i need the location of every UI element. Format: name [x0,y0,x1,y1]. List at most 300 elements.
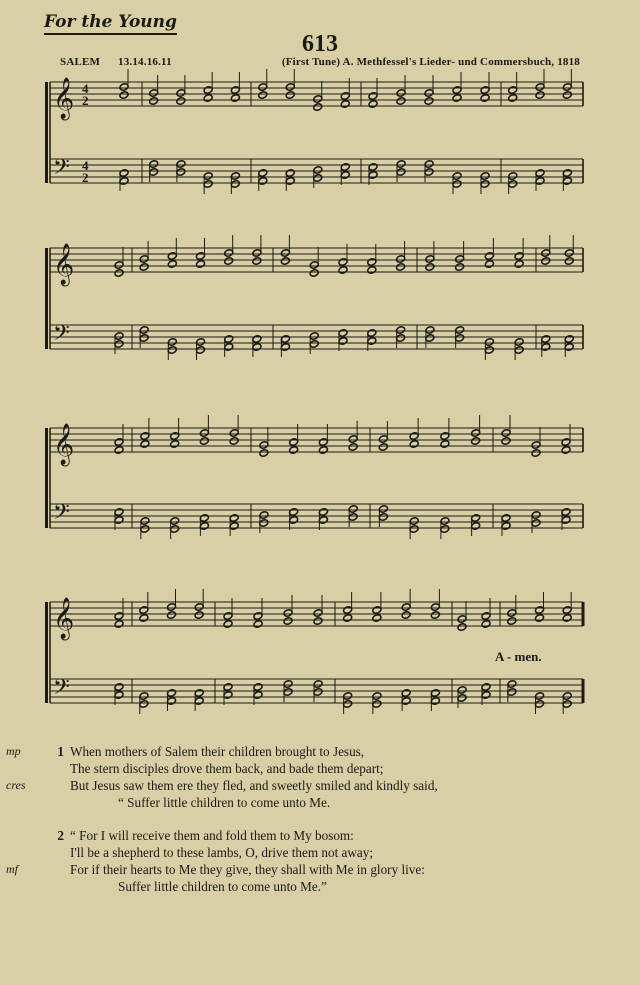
note-head [223,612,233,621]
note-head [252,343,262,352]
note-head [167,697,177,706]
note-head [119,91,129,100]
note-head [167,252,177,261]
note-head [176,89,186,98]
note-head [562,177,572,186]
note-head [313,103,323,112]
note-head [338,337,348,346]
note-head [338,258,348,267]
note-head [338,329,348,338]
note-head [196,260,206,269]
note-head [318,446,328,455]
note-head [140,432,150,441]
note-head [484,338,494,347]
note-head [396,168,406,177]
verse-text: But Jesus saw them ere they fled, and sweetly smiled and kindly said, [70,778,438,793]
note-head [535,83,545,92]
note-head [340,163,350,172]
note-head [114,269,124,278]
tune-name: SALEM [60,56,101,68]
note-head [194,697,204,706]
note-head [430,689,440,698]
note-head [259,449,269,458]
note-head [199,429,209,438]
note-head [480,86,490,95]
note-head [170,525,180,534]
note-head [409,440,419,449]
system-brace [45,428,48,528]
note-head [283,688,293,697]
note-head [114,446,124,455]
note-head [258,91,268,100]
note-head [199,522,209,531]
note-head [368,92,378,101]
note-head [440,517,450,526]
note-head [229,514,239,523]
note-head [457,615,467,624]
verse-text: For if their hearts to Me they give, they shall with Me in glory live: [70,862,425,877]
note-head [396,334,406,343]
note-head [378,435,388,444]
note-head [139,334,149,343]
note-head [140,440,150,449]
note-head [508,180,518,189]
note-head [562,91,572,100]
note-head [170,440,180,449]
note-head [167,603,177,612]
note-head [283,609,293,618]
note-head [561,438,571,447]
note-head [230,180,240,189]
note-head [484,260,494,269]
note-head [167,260,177,269]
note-head [368,163,378,172]
note-head [531,511,541,520]
note-head [167,338,177,347]
note-head [224,335,234,344]
note-head [196,252,206,261]
note-head [367,258,377,267]
note-head [252,335,262,344]
note-head [535,692,545,701]
note-head [139,255,149,264]
dynamic-marking: mf [6,862,18,876]
tune-attribution: (First Tune) A. Methfessel's Lieder- und Commersbuch, 1818 [281,56,580,68]
note-head [508,94,518,103]
note-head [253,691,263,700]
note-head [455,326,465,335]
system-brace [45,82,48,183]
note-head [378,513,388,522]
note-head [194,603,204,612]
note-head [409,432,419,441]
verse-text: “ Suffer little children to come unto Me. [118,795,331,810]
note-head [194,689,204,698]
note-head [259,511,269,520]
note-head [562,606,572,615]
note-head [252,257,262,266]
meter: 13.14.16.11 [118,56,172,68]
system-brace [45,602,48,703]
note-head [425,255,435,264]
note-head [289,508,299,517]
note-head [531,441,541,450]
note-head [561,446,571,455]
note-head [562,692,572,701]
time-signature-numerator: 4 [82,81,89,96]
note-head [396,263,406,272]
note-head [149,89,159,98]
note-head [425,263,435,272]
note-head [176,160,186,169]
note-head [340,171,350,180]
note-head [481,620,491,629]
note-head [562,700,572,709]
note-head [318,438,328,447]
note-head [343,700,353,709]
note-head [309,340,319,349]
verse-line [70,760,610,777]
hymn-verses [6,743,610,895]
note-head [313,95,323,104]
note-head [471,514,481,523]
note-head [114,508,124,517]
note-head [139,263,149,272]
note-head [348,513,358,522]
note-head [119,169,129,178]
note-head [280,249,290,258]
note-head [348,443,358,452]
note-head [480,94,490,103]
note-head [313,680,323,689]
treble-clef-icon: 𝄞 [53,244,75,285]
note-head [140,517,150,526]
hymn-number: 613 [302,31,338,57]
verse-2 [6,827,610,895]
note-head [318,508,328,517]
note-head [424,89,434,98]
note-head [114,340,124,349]
bass-clef-icon: 𝄢 [53,321,70,351]
note-head [480,172,490,181]
note-head [340,92,350,101]
note-head [114,683,124,692]
verse-line [57,827,610,844]
note-head [140,525,150,534]
note-head [455,334,465,343]
note-head [223,620,233,629]
note-head [531,449,541,458]
note-head [224,249,234,258]
note-head [396,89,406,98]
verse-line [70,878,610,895]
note-head [313,166,323,175]
note-head [484,346,494,355]
dynamic-marking: cres [6,778,26,792]
note-head [430,611,440,620]
note-head [223,691,233,700]
note-head [396,255,406,264]
note-head [348,435,358,444]
note-head [562,169,572,178]
note-head [535,169,545,178]
note-head [224,257,234,266]
note-head [455,263,465,272]
note-head [481,683,491,692]
note-head [367,337,377,346]
note-head [514,338,524,347]
note-head [289,446,299,455]
treble-clef-icon: 𝄞 [53,78,75,119]
note-head [372,614,382,623]
note-head [258,83,268,92]
treble-clef-icon: 𝄞 [53,598,75,639]
system-brace [45,248,48,349]
note-head [368,171,378,180]
note-head [425,334,435,343]
note-head [409,525,419,534]
note-head [309,332,319,341]
verse-text: “ For I will receive them and fold them to My bosom: [70,828,354,843]
note-head [253,612,263,621]
verse-line [6,861,610,878]
note-head [285,169,295,178]
note-head [176,168,186,177]
note-head [396,160,406,169]
note-head [258,177,268,186]
note-head [170,432,180,441]
note-head [114,261,124,270]
note-head [425,326,435,335]
note-head [139,326,149,335]
note-head [508,172,518,181]
note-head [501,429,511,438]
note-head [289,516,299,525]
note-head [535,91,545,100]
note-head [514,346,524,355]
note-head [452,180,462,189]
note-head [139,606,149,615]
note-head [280,343,290,352]
bass-clef-icon: 𝄢 [53,155,70,185]
note-head [313,688,323,697]
note-head [203,172,213,181]
note-head [561,516,571,525]
note-head [368,100,378,109]
note-head [507,609,517,618]
note-head [280,335,290,344]
note-head [457,686,467,695]
note-head [114,332,124,341]
note-head [424,160,434,169]
note-head [396,326,406,335]
note-head [167,611,177,620]
note-head [313,609,323,618]
verse-line [70,844,610,861]
note-head [409,517,419,526]
verse-1 [6,743,610,811]
note-head [114,620,124,629]
time-signature-denominator: 2 [82,170,89,185]
note-head [199,437,209,446]
note-head [224,343,234,352]
note-head [452,94,462,103]
verse-text: Suffer little children to come unto Me.” [118,879,327,894]
note-head [561,508,571,517]
note-head [452,86,462,95]
note-head [507,617,517,626]
note-head [430,603,440,612]
note-head [440,525,450,534]
note-head [318,516,328,525]
note-head [348,505,358,514]
verse-line [70,794,610,811]
note-head [259,441,269,450]
amen-lyric: A - men. [495,649,542,664]
note-head [564,335,574,344]
note-head [541,249,551,258]
note-head [285,91,295,100]
note-head [481,612,491,621]
note-head [480,180,490,189]
verse-line [6,777,610,794]
note-head [203,94,213,103]
note-head [401,603,411,612]
note-head [167,689,177,698]
note-head [564,249,574,258]
note-head [372,692,382,701]
note-head [199,514,209,523]
note-head [401,689,411,698]
note-head [259,519,269,528]
note-head [230,94,240,103]
note-head [313,617,323,626]
note-head [283,617,293,626]
note-head [481,691,491,700]
note-head [196,338,206,347]
note-head [343,692,353,701]
note-head [471,522,481,531]
note-head [508,86,518,95]
note-head [541,335,551,344]
verse-text: When mothers of Salem their children brought to Jesus, [70,744,365,759]
note-head [452,172,462,181]
note-head [252,249,262,258]
note-head [114,438,124,447]
note-head [283,680,293,689]
bass-clef-icon: 𝄢 [53,500,70,530]
note-head [531,519,541,528]
note-head [501,522,511,531]
note-head [562,83,572,92]
verse-number: 1 [57,744,64,759]
dynamic-marking: mp [6,744,21,758]
note-head [541,257,551,266]
note-head [343,606,353,615]
note-head [203,180,213,189]
note-head [149,97,159,106]
note-head [535,700,545,709]
note-head [378,443,388,452]
section-title: For the Young [44,12,177,35]
note-head [564,257,574,266]
note-head [313,174,323,183]
note-head [280,257,290,266]
note-head [507,688,517,697]
note-head [424,168,434,177]
note-head [471,437,481,446]
note-head [229,429,239,438]
note-head [139,614,149,623]
note-head [203,86,213,95]
note-head [440,432,450,441]
note-head [424,97,434,106]
treble-clef-icon: 𝄞 [53,424,75,465]
note-head [514,252,524,261]
note-head [401,697,411,706]
note-head [535,177,545,186]
time-signature-denominator: 2 [82,93,89,108]
note-head [372,700,382,709]
note-head [309,269,319,278]
note-head [119,177,129,186]
note-head [541,343,551,352]
verse-number: 2 [57,828,64,843]
note-head [285,83,295,92]
note-head [139,692,149,701]
note-head [564,343,574,352]
note-head [223,683,233,692]
note-head [230,86,240,95]
note-head [367,266,377,275]
note-head [258,169,268,178]
verse-text: The stern disciples drove them back, and bade them depart; [70,761,384,776]
note-head [114,612,124,621]
note-head [149,168,159,177]
note-head [471,429,481,438]
note-head [289,438,299,447]
note-head [170,517,180,526]
note-head [338,266,348,275]
note-head [194,611,204,620]
note-head [430,697,440,706]
note-head [230,172,240,181]
note-head [401,611,411,620]
note-head [343,614,353,623]
note-head [139,700,149,709]
note-head [367,329,377,338]
note-head [455,255,465,264]
note-head [501,437,511,446]
note-head [196,346,206,355]
note-head [114,516,124,525]
note-head [396,97,406,106]
time-signature-numerator: 4 [82,158,89,173]
note-head [309,261,319,270]
note-head [535,614,545,623]
note-head [253,683,263,692]
note-head [167,346,177,355]
note-head [562,614,572,623]
note-head [457,623,467,632]
note-head [119,83,129,92]
note-head [340,100,350,109]
verse-line [6,743,610,760]
note-head [285,177,295,186]
note-head [229,522,239,531]
note-head [535,606,545,615]
note-head [372,606,382,615]
